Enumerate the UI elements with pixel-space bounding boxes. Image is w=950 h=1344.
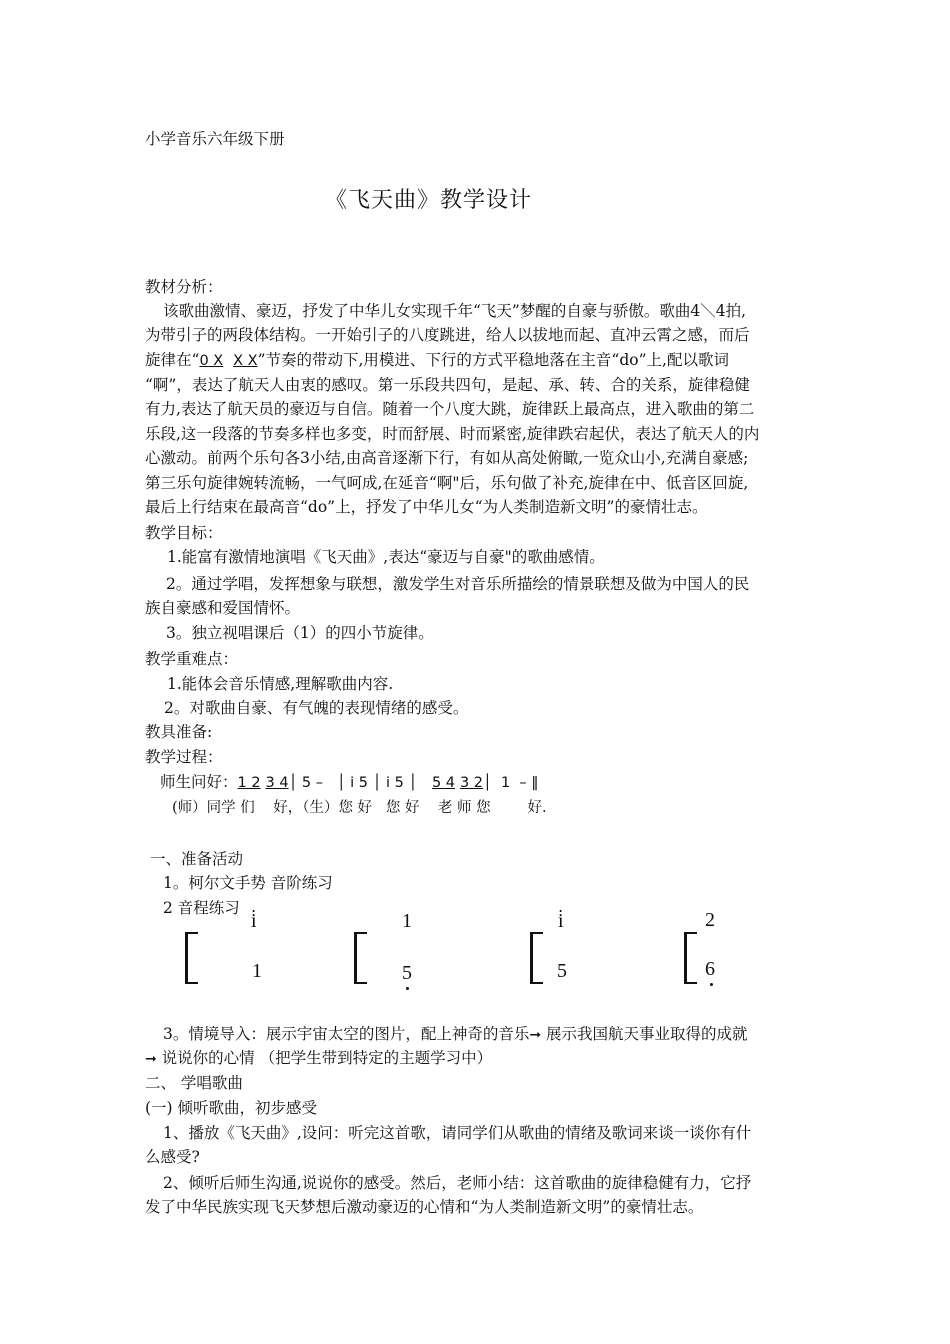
difficulty-2: 2。对歌曲自豪、有气魄的表现情绪的感受。 [164, 699, 469, 717]
prep-item-3 [163, 1023, 748, 1046]
learn-step-1-line-1: 1、播放《飞天曲》,设问：听完这首歌，请同学们从歌曲的情绪及歌词来谈一谈你有什 [163, 1124, 752, 1142]
interval-top: 2 [705, 909, 715, 931]
interval-bottom: 5 [402, 962, 412, 984]
analysis-line-8: 第三乐句旋律婉转流畅，一气呵成,在延音“啊"后，乐句做了补充,旋律在中、低音区回旋, [145, 474, 749, 492]
learn-heading: 二、 学唱歌曲 [145, 1074, 243, 1092]
interval-bottom: 6 [705, 958, 715, 980]
analysis-line-7: 心激动。前两个乐句各3小结,由高音逐渐下行，有如从高处俯瞰,一览众山小,充满自豪感; [145, 449, 749, 467]
learn-sub-1: (一) 倾听歌曲，初步感受 [145, 1099, 318, 1117]
prep-item-3-part-2: 展示我国航天事业取得的成就 [546, 1025, 748, 1043]
analysis-line-9: 最后上行结束在最高音“do”上，抒发了中华儿女“为人类制造新文明”的豪情壮志。 [145, 498, 708, 516]
analysis-line-3 [145, 349, 729, 372]
greeting-notes-3: │ 5 – │ i̇ 5 │ i̇ 5 │ [288, 775, 418, 791]
grade-label: 小学音乐六年级下册 [145, 130, 285, 148]
prep-heading: 一、准备活动 [150, 850, 244, 868]
interval-top: i̇ [251, 910, 257, 932]
learn-step-2-line-2: 发了中华民族实现飞天梦想后激动豪迈的心情和“为人类制造新文明”的豪情壮志。 [145, 1198, 704, 1216]
interval-top: i̇ [558, 910, 564, 932]
goal-3: 3。独立视唱课后（1）的四小节旋律。 [166, 624, 434, 642]
interval-bottom: 1 [252, 960, 262, 982]
analysis-line-3-b: ”节奏的带动下,用模进、下行的方式平稳地落在主音“do”上,配以歌词 [257, 351, 729, 369]
arrow-right-icon: ➞ [529, 1027, 542, 1043]
analysis-line-2: 为带引子的两段体结构。一开始引子的八度跳进，给人以拔地而起、直冲云霄之感，而后 [145, 326, 750, 344]
goal-2-line-1: 2。通过学唱，发挥想象与联想，激发学生对音乐所描绘的情景联想及做为中国人的民 [166, 575, 750, 593]
greeting-notes-2: 3 4 [265, 775, 289, 791]
goal-2-line-2: 族自豪感和爱国情怀。 [145, 599, 301, 617]
goals-heading: 教学目标： [145, 524, 223, 542]
difficulties-heading: 教学重难点： [145, 650, 239, 668]
analysis-line-6: 乐段,这一段落的节奏多样也多变，时而舒展、时而紧密,旋律跌宕起伏，表达了航天人的内 [145, 425, 760, 443]
interval-bracket [354, 932, 367, 984]
greeting-notes-6: │ 1 – ‖ [483, 775, 539, 791]
learn-step-2-line-1: 2、倾听后师生沟通,说说你的感受。然后，老师小结：这首歌曲的旋律稳健有力，它抒 [163, 1174, 752, 1192]
rhythm-notation-1: 0 X [199, 353, 224, 369]
prep-item-3-text-2: 说说你的心情 （把学生带到特定的主题学习中） [161, 1049, 493, 1067]
analysis-line-3-a: 旋律在“ [145, 351, 200, 369]
prep-item-2: 2 音程练习 [163, 899, 240, 917]
goal-1: 1.能富有激情地演唱《飞天曲》,表达“豪迈与自豪"的歌曲感情。 [167, 548, 605, 566]
learn-step-1-line-2: 么感受? [145, 1148, 200, 1166]
rhythm-notation-2: X X [233, 353, 258, 369]
greeting-label: 师生问好： [160, 773, 238, 791]
prep-item-3-part-1: 3。情境导入：展示宇宙太空的图片，配上神奇的音乐 [163, 1025, 530, 1043]
interval-bottom: 5 [557, 960, 567, 982]
prep-item-3-line-2 [145, 1047, 492, 1070]
interval-bracket [185, 932, 198, 984]
greeting-notes-1: 1 2 [237, 775, 261, 791]
analysis-line-4: “啊”，表达了航天人由衷的感叹。第一乐段共四句，是起、承、转、合的关系，旋律稳健 [145, 376, 750, 394]
greeting-lyrics: (师）同学 们 好，（生）您 好 您 好 老 师 您 好. [172, 800, 547, 816]
tools-heading: 教具准备: [145, 723, 213, 741]
difficulty-1: 1.能体会音乐情感,理解歌曲内容. [167, 675, 394, 693]
analysis-line-1: 该歌曲激情、豪迈，抒发了中华儿女实现千年“飞天”梦醒的自豪与骄傲。歌曲4＼4拍, [163, 302, 747, 320]
interval-top: 1 [402, 910, 412, 932]
interval-bracket [684, 932, 697, 984]
process-heading: 教学过程： [145, 748, 223, 766]
prep-item-1: 1。柯尔文手势 音阶练习 [163, 874, 333, 892]
greeting-notes-4: 5 4 [431, 775, 456, 791]
analysis-heading: 教材分析： [145, 278, 223, 296]
page-title: 《飞天曲》教学设计 [325, 188, 533, 213]
arrow-right-icon: ➞ [145, 1051, 157, 1067]
interval-bracket [530, 932, 543, 984]
greeting-notation [160, 771, 539, 794]
low-octave-dot [406, 987, 409, 990]
analysis-line-5: 有力,表达了航天员的豪迈与自信。随着一个八度大跳，旋律跃上最高点，进入歌曲的第二 [145, 400, 755, 418]
greeting-notes-5: 3 2 [459, 775, 484, 791]
low-octave-dot [710, 983, 713, 986]
